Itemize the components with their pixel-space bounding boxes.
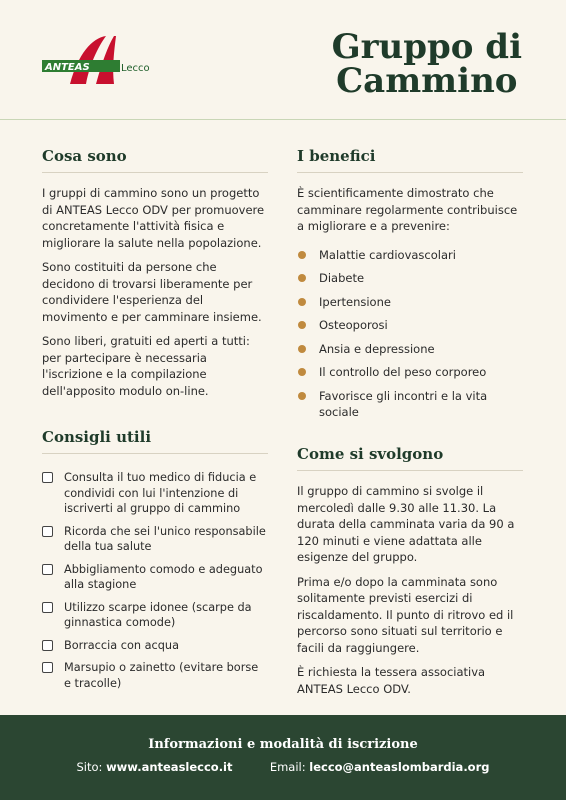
bullet-icon <box>298 345 306 353</box>
site-link[interactable]: www.anteaslecco.it <box>106 760 233 774</box>
list-item: Osteoporosi <box>297 317 523 333</box>
checkbox-icon[interactable] <box>42 662 53 673</box>
checklist-item-label: Consulta il tuo medico di fiducia e condividi con lui l'intenzione di iscriverti al gruppo di cammino <box>64 471 257 515</box>
right-column <box>297 146 523 697</box>
checklist-item-label: Utilizzo scarpe idonee (scarpe da ginnastica comode) <box>64 600 252 629</box>
anteas-logo <box>42 34 154 86</box>
checklist-item <box>42 470 268 517</box>
paragraph: Prima e/o dopo la camminata sono solitamente previsti esercizi di riscaldamento. Il punto di ritrovo ed il percorso sono situati sul territorio e facili da raggiungere. <box>297 574 514 655</box>
footer-title: Informazioni e modalità di iscrizione <box>148 737 418 752</box>
anteas-logo-icon <box>42 34 154 86</box>
checklist-item <box>42 638 268 654</box>
checklist-item <box>42 524 268 555</box>
paragraph: È richiesta la tessera associativa ANTEAS Lecco ODV. <box>297 665 486 696</box>
list-item: Diabete <box>297 270 523 286</box>
section-cosa-sono <box>42 146 268 399</box>
paragraph: I gruppi di cammino sono un progetto di ANTEAS Lecco ODV per promuovere concretamente l'attività fisica e migliorare la salute nella popolazione. <box>42 186 265 250</box>
checklist-item-label: Marsupio o zainetto (evitare borse e tracolle) <box>64 661 259 690</box>
list-item: Malattie cardiovascolari <box>297 247 523 263</box>
checklist-item-label: Ricorda che sei l'unico responsabile della tua salute <box>64 524 266 553</box>
checklist-item-label: Borraccia con acqua <box>64 638 180 652</box>
section-heading-benefici: I benefici <box>297 146 523 173</box>
section-svolgimento <box>297 444 523 697</box>
page-title <box>331 27 522 101</box>
footer-contacts <box>0 760 566 774</box>
title-line-2: Cammino <box>336 61 518 101</box>
checklist-item <box>42 600 268 631</box>
bullet-icon <box>298 392 306 400</box>
title-line-1: Gruppo di <box>331 27 522 67</box>
site-label: Sito: <box>76 760 103 774</box>
section-benefici <box>297 146 523 420</box>
section-consigli <box>42 427 268 691</box>
list-item: Il controllo del peso corporeo <box>297 364 523 380</box>
checkbox-icon[interactable] <box>42 472 53 483</box>
email-link[interactable]: lecco@anteaslombardia.org <box>309 760 490 774</box>
section-heading-svolgimento: Come si svolgono <box>297 444 523 471</box>
list-item: Ipertensione <box>297 294 523 310</box>
benefits-list <box>297 247 523 421</box>
bullet-icon <box>298 251 306 259</box>
left-column <box>42 146 268 698</box>
header-divider <box>0 119 566 120</box>
paragraph: Il gruppo di cammino si svolge il mercoledì dalle 9.30 alle 11.30. La durata della camminata varia da 90 a 120 minuti e viene adattata alle esigenze del gruppo. <box>297 484 515 565</box>
list-item: Ansia e depressione <box>297 341 523 357</box>
bullet-icon <box>298 298 306 306</box>
bullet-icon <box>298 368 306 376</box>
checkbox-icon[interactable] <box>42 564 53 575</box>
checkbox-icon[interactable] <box>42 526 53 537</box>
email-label: Email: <box>269 760 306 774</box>
footer <box>0 715 566 800</box>
checkbox-icon[interactable] <box>42 640 53 651</box>
list-item: Favorisce gli incontri e la vita sociale <box>297 388 523 420</box>
paragraph: Sono costituiti da persone che decidono di trovarsi liberamente per condividere l'esperienza del movimento e per camminare insieme. <box>42 260 262 324</box>
section-heading-cosa-sono: Cosa sono <box>42 146 268 173</box>
paragraph: Sono liberi, gratuiti ed aperti a tutti: per partecipare è necessaria l'iscrizione e la compilazione dell'apposito modulo on-line. <box>42 334 250 398</box>
svg-text:Lecco: Lecco <box>121 63 150 74</box>
checkbox-icon[interactable] <box>42 602 53 613</box>
paragraph: È scientificamente dimostrato che camminare regolarmente contribuisce a migliorare e a prevenire: <box>297 186 518 233</box>
svg-text:ANTEAS: ANTEAS <box>45 62 90 73</box>
section-heading-consigli: Consigli utili <box>42 427 268 454</box>
checklist-item <box>42 562 268 593</box>
bullet-icon <box>298 274 306 282</box>
header <box>0 0 566 120</box>
checklist-item-label: Abbigliamento comodo e adeguato alla stagione <box>64 562 263 591</box>
checklist <box>42 470 268 691</box>
checklist-item <box>42 660 268 691</box>
bullet-icon <box>298 321 306 329</box>
